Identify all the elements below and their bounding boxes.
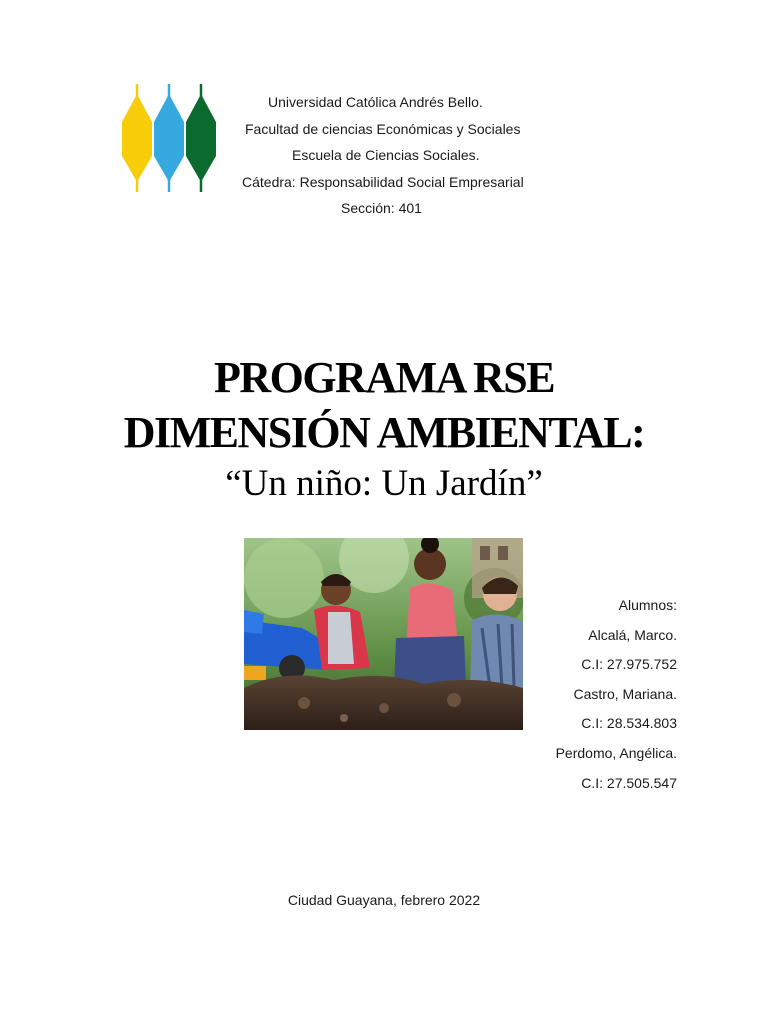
university-name: Universidad Católica Andrés Bello. — [268, 94, 483, 110]
faculty-name: Facultad de ciencias Económicas y Sociales — [245, 121, 521, 137]
section-number: Sección: 401 — [341, 200, 422, 216]
student-name: Castro, Mariana. — [573, 685, 677, 702]
school-name: Escuela de Ciencias Sociales. — [292, 147, 480, 163]
ucab-logo-icon — [122, 84, 216, 192]
student-name: Alcalá, Marco. — [588, 626, 677, 643]
student-id: C.I: 28.534.803 — [581, 715, 677, 732]
program-subtitle: “Un niño: Un Jardín” — [225, 463, 543, 504]
course-name: Cátedra: Responsabilidad Social Empresarial — [242, 174, 524, 190]
title-line-2: DIMENSIÓN AMBIENTAL: — [123, 408, 645, 457]
university-logo — [118, 82, 218, 194]
title-line-1: PROGRAMA RSE — [213, 353, 555, 402]
children-gardening-photo — [244, 538, 523, 730]
students-block — [556, 596, 677, 803]
student-name: Perdomo, Angélica. — [555, 744, 677, 761]
students-heading: Alumnos: — [618, 597, 677, 613]
logo-blue-leaf — [154, 84, 184, 192]
place-and-date: Ciudad Guayana, febrero 2022 — [287, 892, 481, 908]
logo-green-leaf — [186, 84, 216, 192]
logo-yellow-leaf — [122, 84, 152, 192]
student-id: C.I: 27.505.547 — [581, 774, 677, 791]
student-id: C.I: 27.975.752 — [581, 656, 677, 673]
